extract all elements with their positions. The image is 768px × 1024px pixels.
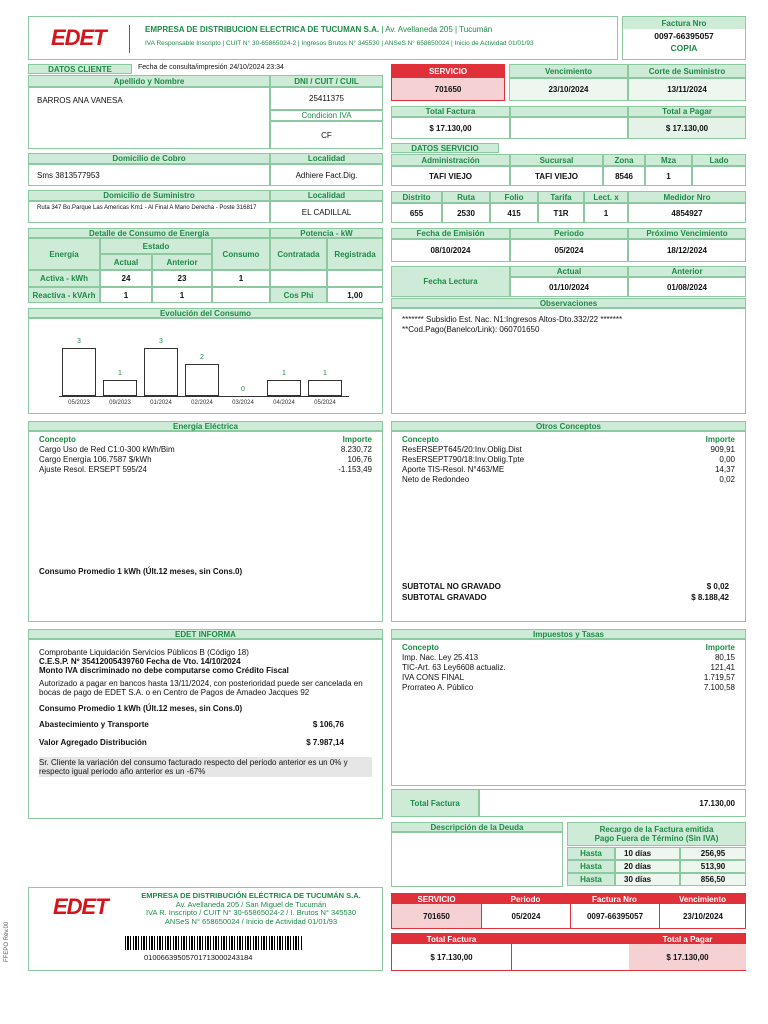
otros-row: [402, 445, 735, 455]
tarifa-value: T1R: [538, 203, 584, 223]
suministro-label: Domicilio de Suministro: [28, 190, 270, 201]
copia-label: COPIA: [670, 43, 698, 53]
potencia-title: Potencia - kW: [270, 228, 383, 238]
prox-label: Próximo Vencimiento: [628, 228, 746, 239]
cosphi-value: 1,00: [327, 287, 383, 303]
footer-company: EMPRESA DE DISTRIBUCIÓN ELÉCTRICA DE TUCUMÁN S.A.: [141, 891, 361, 900]
ruta-label: Ruta: [442, 191, 490, 203]
info-l2: C.E.S.P. Nº 35412005439760 Fecha de Vto. 14/10/2024: [39, 657, 241, 666]
form-code: FFEPO Rev.00: [4, 921, 10, 962]
energia-row: [39, 465, 372, 475]
mza-label: Mza: [645, 154, 692, 166]
info-l3: Monto IVA discriminado no debe computarse como Crédito Fiscal: [39, 666, 289, 675]
activa-label: Activa - kWh: [28, 270, 100, 287]
grav-label: SUBTOTAL GRAVADO: [402, 593, 487, 602]
energia-importe-h: Importe: [342, 435, 372, 444]
vad-value: $ 7.987,14: [306, 738, 344, 747]
f-fac-label: Factura Nro: [570, 894, 659, 904]
energia-title: Energía Eléctrica: [28, 421, 383, 431]
energia-concepto-h: Concepto: [39, 435, 76, 444]
company-address: | Av. Avellaneda 205 | Tucumán: [381, 25, 493, 34]
servicio-value: 701650: [392, 78, 504, 100]
imp-row: [402, 673, 735, 683]
abast-value: $ 106,76: [312, 720, 344, 729]
suministro-loc: EL CADILLAL: [270, 201, 383, 223]
f-serv: 701650: [392, 904, 481, 928]
f-fac: 0097-66395057: [570, 904, 659, 928]
cobro-dom: Sms 3813577953: [37, 170, 100, 180]
energia-importe: -1.153,49: [338, 465, 372, 474]
recargo-hasta: Hasta: [567, 847, 615, 860]
emision-label: Fecha de Emisión: [391, 228, 510, 239]
chart-value-label: 1: [118, 370, 122, 377]
anterior-col: Anterior: [152, 254, 212, 270]
reactiva-anterior: 1: [152, 287, 212, 303]
chart-value-label: 2: [200, 354, 204, 361]
imp-importe: 7.100,58: [703, 683, 735, 692]
distrito-value: 655: [391, 203, 442, 223]
company-name: EMPRESA DE DISTRIBUCION ELECTRICA DE TUCUMAN S.A.: [145, 25, 380, 34]
lectura-actual: 01/10/2024: [510, 277, 628, 297]
chart-x-label: 09/2023: [109, 400, 131, 406]
adm-value: TAFI VIEJO: [391, 166, 510, 186]
lado-value: [692, 166, 746, 186]
imp-row: [402, 653, 735, 663]
barcode: [125, 936, 303, 950]
recargo-valor: 513,90: [680, 860, 746, 873]
nograv-value: $ 0,02: [706, 582, 729, 591]
obs-title: Observaciones: [391, 298, 746, 308]
chart-value-label: 0: [241, 386, 245, 393]
activa-consumo: 1: [212, 270, 270, 287]
otros-concepto-h: Concepto: [402, 435, 439, 444]
fecha-consulta: Fecha de consulta/impresión 24/10/2024 23:34: [138, 64, 284, 71]
mza-value: 1: [645, 166, 692, 186]
imp-concepto-h: Concepto: [402, 643, 439, 652]
zona-label: Zona: [603, 154, 645, 166]
chart-x-label: 03/2024: [232, 400, 254, 406]
recargo-hasta: Hasta: [567, 873, 615, 886]
energia-importe: 106,76: [347, 455, 372, 464]
cobro-label: Domicilio de Cobro: [28, 153, 270, 164]
obs-line2: **Cod.Pago(Banelco/Link): 060701650: [402, 325, 540, 334]
adm-label: Administración: [391, 154, 510, 166]
imp-concepto: IVA CONS FINAL: [402, 673, 465, 682]
apellido-label: Apellido y Nombre: [28, 75, 270, 87]
header: [28, 16, 618, 60]
footer-box: [28, 887, 383, 971]
chart-x-label: 05/2023: [68, 400, 90, 406]
cliente-iva: CF: [270, 121, 383, 149]
recargo-row: [567, 847, 746, 860]
energia-importe: 8.230,72: [340, 445, 372, 454]
f-serv-label: SERVICIO: [392, 894, 481, 904]
footer-tax: IVA R. Inscripto / CUIT N° 30-65865024-2 / I. Brutos N° 345530: [146, 908, 356, 917]
actual-col: Actual: [100, 254, 152, 270]
otros-importe: 909,91: [710, 445, 735, 454]
chart-x-label: 01/2024: [150, 400, 172, 406]
barcode-number: 01006639505701713000243184: [144, 953, 253, 962]
nograv-label: SUBTOTAL NO GRAVADO: [402, 582, 501, 591]
recargo-valor: 856,50: [680, 873, 746, 886]
consumo-col: Consumo: [212, 238, 270, 270]
otros-concepto: Neto de Redondeo: [402, 475, 470, 484]
otros-importe: 14,37: [714, 465, 735, 474]
total-label: Total Factura: [391, 789, 479, 817]
recargo-dias: 20 días: [615, 860, 680, 873]
f-tot: $ 17.130,00: [430, 952, 473, 962]
total-factura-value: $ 17.130,00: [391, 117, 510, 139]
chart-bar: [144, 348, 178, 396]
factura-label: Factura Nro: [623, 17, 745, 29]
otros-row: [402, 455, 735, 465]
cosphi-label: Cos Phi: [270, 287, 327, 303]
recargo-dias: 10 días: [615, 847, 680, 860]
f-venc: 23/10/2024: [659, 904, 746, 928]
tax-line: IVA Responsable Inscripto | CUIT N° 30-65865024-2 | Ingresos Brutos N° 345530 | ANSeS N° 658650024 | Inicio de Actividad 01/01/93: [145, 40, 534, 47]
ruta-value: 2530: [442, 203, 490, 223]
factura-box: [622, 16, 746, 60]
reactiva-actual: 1: [100, 287, 152, 303]
deuda-label: Descripción de la Deuda: [391, 822, 563, 832]
lectura-actual-label: Actual: [510, 266, 628, 277]
otros-concepto: ResERSEPT790/18:Inv.Oblig.Tpte: [402, 455, 525, 464]
cliente-nombre: BARROS ANA VANESA: [37, 96, 123, 105]
zona-value: 8546: [603, 166, 645, 186]
chart-bar: [267, 380, 301, 396]
energia-col: Energía: [28, 238, 100, 270]
dni-label: DNI / CUIT / CUIL: [270, 75, 383, 87]
registrada-col: Registrada: [327, 238, 383, 270]
imp-concepto: Imp. Nac. Ley 25.413: [402, 653, 479, 662]
medidor-value: 4854927: [628, 203, 746, 223]
f-per-label: Periodo: [481, 894, 570, 904]
chart-bar: [62, 348, 96, 396]
energia-concepto: Cargo Uso de Red C1:0-300 kWh/Bim: [39, 445, 175, 454]
reactiva-label: Reactiva - kVArh: [28, 287, 100, 303]
imp-concepto: Prorrateo A. Público: [402, 683, 474, 692]
folio-value: 415: [490, 203, 538, 223]
info-l1: Comprobante Liquidación Servicios Públicos B (Código 18): [39, 648, 249, 657]
f-pag: $ 17.130,00: [629, 944, 746, 970]
recargo-valor: 256,95: [680, 847, 746, 860]
activa-actual: 24: [100, 270, 152, 287]
imp-importe: 121,41: [710, 663, 735, 672]
total-value: 17.130,00: [479, 789, 746, 817]
lectura-label: Fecha Lectura: [391, 266, 510, 297]
datos-servicio-title: DATOS SERVICIO: [391, 143, 499, 153]
edet-informa-title: EDET INFORMA: [28, 629, 383, 639]
total-factura-label: Total Factura: [391, 106, 510, 117]
corte-value: 13/11/2024: [628, 78, 746, 101]
obs-line1: ******* Subsidio Est. Nac. N1:Ingresos Altos-Dto.332/22 *******: [402, 315, 623, 324]
info-l4: Autorizado a pagar en bancos hasta 13/11/2024, con posterioridad puede ser cancelada en bocas de pago de EDET S.A. o en Centro de Pagos de Amadeo Jacques 92: [39, 679, 363, 697]
venc-label: Vencimiento: [509, 64, 628, 78]
f-tot-label: Total Factura: [392, 934, 511, 944]
total-pagar-value: $ 17.130,00: [628, 117, 746, 139]
corte-label: Corte de Suministro: [628, 64, 746, 78]
chart-bar: [308, 380, 342, 396]
recargo-row: [567, 860, 746, 873]
lado-label: Lado: [692, 154, 746, 166]
imp-concepto: TIC-Art. 63 Ley6608 actualiz.: [402, 663, 506, 672]
suc-value: TAFI VIEJO: [510, 166, 603, 186]
suministro-dom: Ruta 347 Bo.Parque Las Americas Km1 - Al Final A Mano Derecha - Poste 316817: [37, 205, 257, 211]
imp-importe-h: Importe: [705, 643, 735, 652]
energia-concepto: Ajuste Resol. ERSEPT 595/24: [39, 465, 147, 474]
periodo-label: Periodo: [510, 228, 628, 239]
tarifa-label: Tarifa: [538, 191, 584, 203]
cliente-dni: 25411375: [270, 87, 383, 110]
chart-bar: [103, 380, 137, 396]
otros-importe: 0,02: [719, 475, 735, 484]
edet-logo: EDET: [51, 25, 106, 50]
venc-value: 23/10/2024: [509, 78, 628, 101]
cobro-loc: Adhiere Fact.Dig.: [270, 164, 383, 186]
energia-row: [39, 445, 372, 455]
abast-label: Abastecimiento y Transporte: [39, 720, 149, 729]
energia-promedio: Consumo Promedio 1 kWh (Últ.12 meses, sin Cons.0): [39, 567, 243, 576]
suministro-loc-label: Localidad: [270, 190, 383, 201]
recargo-row: [567, 873, 746, 886]
total-pagar-label: Total a Pagar: [628, 106, 746, 117]
otros-concepto: ResERSEPT645/20:Inv.Oblig.Dist: [402, 445, 522, 454]
activa-anterior: 23: [152, 270, 212, 287]
grav-value: $ 8.188,42: [691, 593, 729, 602]
factura-number: 0097-66395057: [654, 31, 714, 41]
energia-row: [39, 455, 372, 465]
folio-label: Folio: [490, 191, 538, 203]
recargo-title1: Recargo de la Factura emitida: [599, 825, 714, 834]
chart-x-label: 05/2024: [314, 400, 336, 406]
estado-col: Estado: [100, 238, 212, 254]
imp-importe: 80,15: [714, 653, 735, 662]
imp-importe: 1.719,57: [703, 673, 735, 682]
otros-title: Otros Conceptos: [391, 421, 746, 431]
lect-value: 1: [584, 203, 628, 223]
otros-importe: 0,00: [719, 455, 735, 464]
chart-value-label: 1: [323, 370, 327, 377]
consumo-title: Detalle de Consumo de Energía: [28, 228, 270, 238]
imp-row: [402, 663, 735, 673]
periodo-value: 05/2024: [510, 239, 628, 262]
imp-row: [402, 683, 735, 693]
footer-logo: EDET: [53, 894, 108, 919]
lectura-anterior-label: Anterior: [628, 266, 746, 277]
recargo-title2: Pago Fuera de Término (Sin IVA): [594, 834, 719, 843]
lectura-anterior: 01/08/2024: [628, 277, 746, 297]
consumo-chart: [28, 318, 383, 414]
chart-value-label: 1: [282, 370, 286, 377]
prox-value: 18/12/2024: [628, 239, 746, 262]
iva-label: Condicion IVA: [270, 110, 383, 121]
chart-value-label: 3: [77, 338, 81, 345]
chart-title: Evolución del Consumo: [28, 308, 383, 318]
chart-x-label: 04/2024: [273, 400, 295, 406]
suc-label: Sucursal: [510, 154, 603, 166]
servicio-label: SERVICIO: [392, 65, 504, 78]
datos-cliente-title: DATOS CLIENTE: [28, 64, 132, 74]
energia-concepto: Cargo Energía 106.7587 $/kWh: [39, 455, 152, 464]
otros-row: [402, 465, 735, 475]
aviso-cliente: Sr. Cliente la variación del consumo facturado respecto del periodo anterior es un 0% y respecto igual periodo año anterior es un -67%: [39, 757, 372, 777]
recargo-dias: 30 días: [615, 873, 680, 886]
medidor-label: Medidor Nro: [628, 191, 746, 203]
info-promedio: Consumo Promedio 1 kWh (Últ.12 meses, sin Cons.0): [39, 704, 243, 713]
f-per: 05/2024: [481, 904, 570, 928]
contratada-col: Contratada: [270, 238, 327, 270]
footer-addr: Av. Avellaneda 205 / San Miguel de Tucumán: [175, 899, 327, 909]
f-venc-label: Vencimiento: [659, 894, 746, 904]
otros-importe-h: Importe: [705, 435, 735, 444]
footer-anses: ANSeS N° 658650024 / Inicio de Actividad 01/01/93: [164, 916, 338, 926]
chart-x-label: 02/2024: [191, 400, 213, 406]
vad-label: Valor Agregado Distribución: [39, 738, 147, 747]
impuestos-title: Impuestos y Tasas: [391, 629, 746, 639]
recargo-hasta: Hasta: [567, 860, 615, 873]
chart-bar: [185, 364, 219, 396]
lect-label: Lect. x: [584, 191, 628, 203]
otros-concepto: Aporte TIS-Resol. N°463/ME: [402, 465, 505, 474]
f-pag-label: Total a Pagar: [629, 934, 746, 944]
otros-row: [402, 475, 735, 485]
emision-value: 08/10/2024: [391, 239, 510, 262]
distrito-label: Distrito: [391, 191, 442, 203]
chart-value-label: 3: [159, 338, 163, 345]
cobro-loc-label: Localidad: [270, 153, 383, 164]
